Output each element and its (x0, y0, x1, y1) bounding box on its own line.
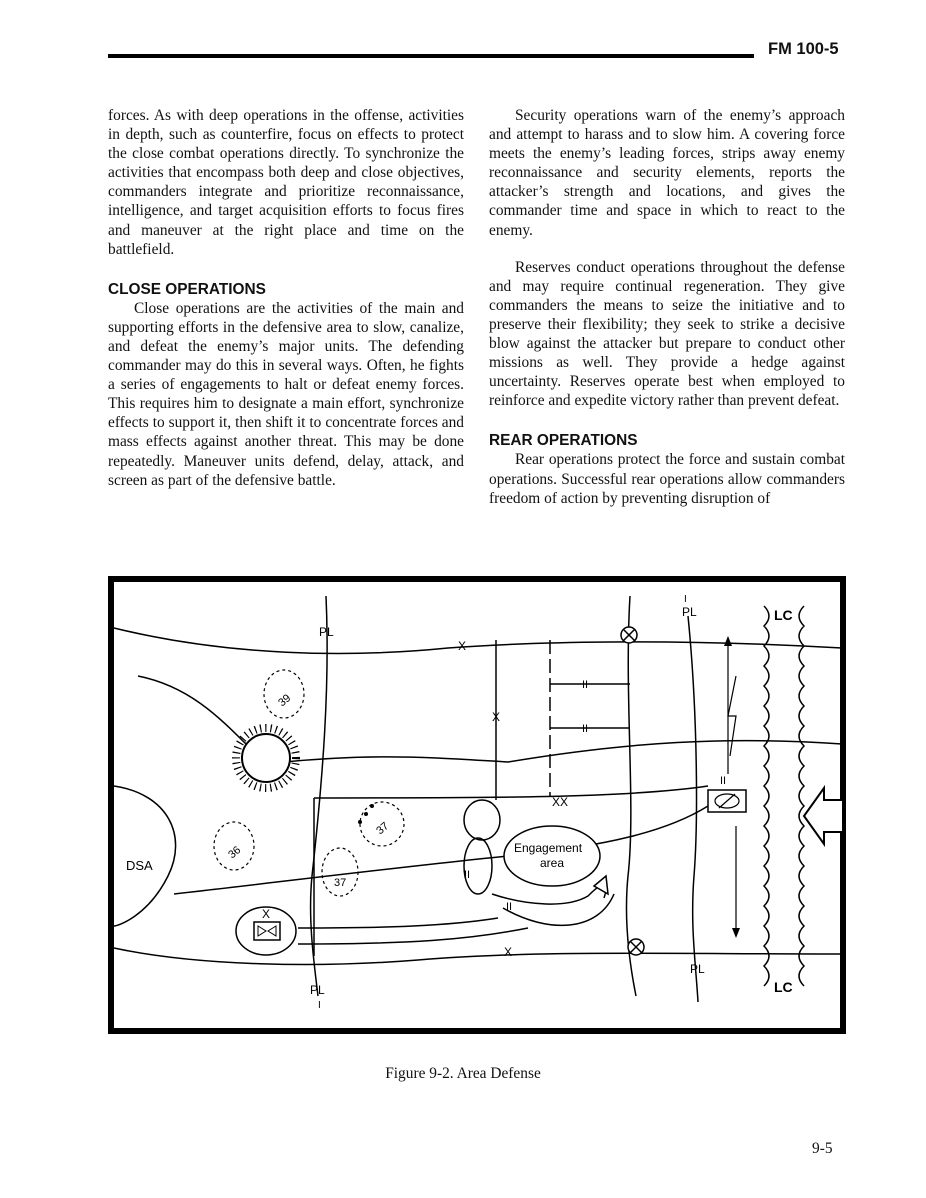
echelon-label: II (464, 869, 471, 881)
crossing-point-icon (628, 939, 644, 955)
lc-label: LC (774, 979, 793, 995)
echelon-label: II (582, 723, 589, 735)
left-column (108, 106, 464, 490)
echelon-label: II (720, 775, 727, 787)
section-heading-close-operations: CLOSE OPERATIONS (108, 280, 266, 298)
paragraph: forces. As with deep operations in the offense, activities in depth, such as counterfire, focus on effects to protect the close combat operations directly. To synchronize the activities that encompass both deep and close objectives, commanders integrate and prioritize reconnaissance, intelligence, and target acquisition efforts to focus fires and maneuver at the right place and time on the battlefield. (108, 107, 464, 258)
page-number: 9-5 (812, 1140, 833, 1157)
engagement-area-label: area (540, 856, 565, 870)
pl-label: PL (682, 605, 697, 619)
boundary-label: X (458, 639, 467, 653)
section-heading-rear-operations: REAR OPERATIONS (489, 432, 638, 450)
dsa-label: DSA (126, 858, 153, 873)
unit-number: 37 (334, 877, 347, 889)
header-rule (108, 54, 754, 58)
running-header: FM 100-5 (768, 40, 839, 58)
pl-label: PL (690, 962, 705, 976)
unit-number: 37 (374, 820, 392, 838)
pl-label: PL (319, 625, 334, 639)
boundary-label: X (262, 907, 271, 921)
engagement-area-label: Engagement (514, 841, 583, 855)
boundary-label: X (504, 945, 513, 959)
paragraph: Rear operations protect the force and sustain combat operations. Successful rear operations allow commanders freedom of action by preventing disruption of (489, 451, 845, 507)
lc-label: LC (774, 607, 793, 623)
right-column (489, 106, 845, 508)
boundary-label: X (492, 710, 501, 724)
paragraph: Security operations warn of the enemy’s approach and attempt to harass and to slow him. A covering force meets the enemy’s leading forces, strips away enemy reconnaissance and security elements, reports the attacker’s strength and locations, and gives the commander time and space in which to react to the enemy. (489, 107, 845, 239)
pl-tick: I (318, 1000, 321, 1011)
area-defense-diagram (108, 576, 846, 1034)
echelon-label: II (506, 901, 513, 913)
echelon-label: II (582, 679, 589, 691)
unit-number: 36 (226, 844, 244, 862)
figure-caption: Figure 9-2. Area Defense (385, 1065, 541, 1082)
unit-number: 39 (276, 692, 294, 710)
boundary-label: XX (552, 795, 569, 809)
pl-tick: I (684, 594, 687, 605)
obstacle-icon (242, 734, 290, 782)
crossing-point-icon (621, 627, 637, 643)
pl-label: PL (310, 983, 325, 997)
paragraph: Reserves conduct operations throughout the defense and may require continual regeneration. They give commanders the means to seize the initiative and to preserve their flexibility; they seek to strike a decisive blow against the attacker but prepare to conduct other missions as well. They provide a hedge against uncertainty. Reserves operate best when employed to reinforce and expedite victory rather than prevent defeat. (489, 258, 845, 410)
paragraph: Close operations are the activities of the main and supporting efforts in the defensive area to slow, canalize, and defeat the enemy’s major units. The defending commander may do this in several ways. Often, he fights a series of engagements to halt or defeat enemy forces. This requires him to designate a main effort, synchronize effects to support it, then shift it to concentrate forces and mass effects against another threat. This may be done repeatedly. Maneuver units defend, delay, attack, and screen as part of the defensive battle. (108, 299, 464, 489)
